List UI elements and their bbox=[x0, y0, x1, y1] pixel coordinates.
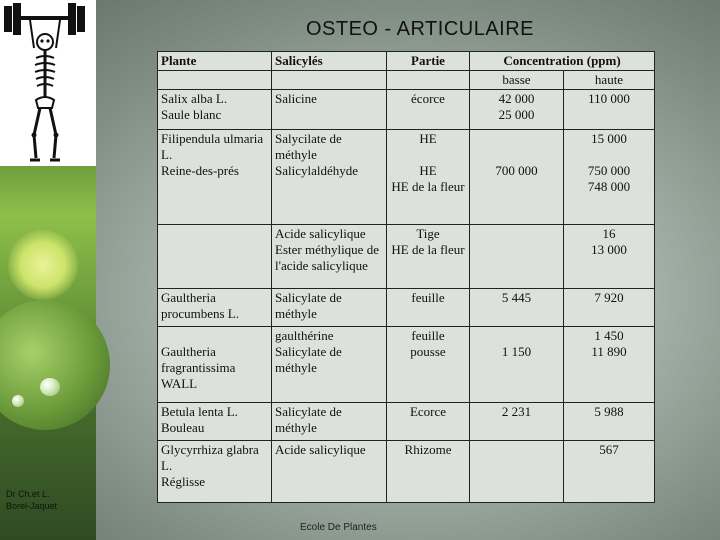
cell-text: méthyle bbox=[275, 420, 317, 435]
cell-text: 700 000 bbox=[495, 163, 538, 178]
table-subheader-row bbox=[158, 71, 655, 90]
table-row bbox=[158, 403, 655, 441]
cell-text: Rhizome bbox=[404, 442, 452, 457]
water-drop bbox=[12, 395, 24, 407]
cell-text: 1 150 bbox=[501, 344, 532, 359]
cell-text: Salicine bbox=[275, 91, 317, 106]
table-row bbox=[158, 225, 655, 289]
cell-text: 25 000 bbox=[498, 107, 535, 122]
cell-text: 42 000 bbox=[498, 91, 535, 106]
cell-text: méthyle bbox=[275, 306, 317, 321]
cell-text: méthyle bbox=[275, 360, 317, 375]
cell-text: Ecorce bbox=[409, 404, 447, 419]
cell-text: Gaultheria bbox=[161, 290, 216, 305]
header-plante: Plante bbox=[158, 52, 272, 71]
cell-text: Tige bbox=[416, 226, 440, 241]
cell-text: 7 920 bbox=[594, 290, 624, 305]
cell-text: feuille bbox=[411, 328, 445, 343]
cell-text: méthyle bbox=[275, 147, 317, 162]
cell-text: Glycyrrhiza glabra bbox=[161, 442, 259, 457]
cell-text: écorce bbox=[411, 91, 445, 106]
cell-text: Salicylate de bbox=[275, 290, 342, 305]
page-title: OSTEO - ARTICULAIRE bbox=[305, 18, 535, 40]
header-haute: haute bbox=[564, 71, 655, 90]
cell-text: Saule blanc bbox=[161, 107, 222, 122]
skeleton-icon bbox=[0, 0, 96, 166]
cell-text: 2 231 bbox=[501, 404, 532, 419]
cell-text: l'acide salicylique bbox=[275, 258, 368, 273]
cell-text: Acide salicylique bbox=[275, 226, 366, 241]
cell-text: Ester méthylique de bbox=[275, 242, 379, 257]
cell-text: L. bbox=[161, 147, 173, 162]
cell-text: Gaultheria bbox=[161, 344, 216, 359]
header-partie: Partie bbox=[387, 52, 470, 71]
cell-text: 567 bbox=[599, 442, 619, 457]
cell-text: Dr Ch.et L. bbox=[6, 489, 50, 499]
cell-text: Reine-des-prés bbox=[161, 163, 239, 178]
table-row bbox=[158, 441, 655, 503]
cell-text: feuille bbox=[411, 290, 445, 305]
cell-text: Betula lenta L. bbox=[161, 404, 238, 419]
cell-text: WALL bbox=[161, 376, 198, 391]
cell-text: L. bbox=[161, 458, 173, 473]
cell-text: HE bbox=[419, 131, 437, 146]
table-row bbox=[158, 90, 655, 130]
table-header-row bbox=[158, 52, 655, 71]
header-basse: basse bbox=[470, 71, 564, 90]
cell-text: 13 000 bbox=[591, 242, 627, 257]
cell-text: 5 445 bbox=[501, 290, 532, 305]
cell-text: HE de la fleur bbox=[391, 179, 465, 194]
cell-text: gaulthérine bbox=[275, 328, 334, 343]
cell-text: Salix alba L. bbox=[161, 91, 228, 106]
cell-text: HE bbox=[419, 163, 437, 178]
author-credit bbox=[6, 488, 57, 512]
cell-text: Bouleau bbox=[161, 420, 205, 435]
leaf-shape bbox=[0, 300, 110, 430]
header-concentration: Concentration (ppm) bbox=[470, 52, 655, 71]
cell-text: 16 bbox=[602, 226, 616, 241]
cell-text: 5 988 bbox=[594, 404, 624, 419]
header-salicyles: Salicylés bbox=[272, 52, 387, 71]
table-row bbox=[158, 327, 655, 403]
table-row bbox=[158, 289, 655, 327]
cell-text: Réglisse bbox=[161, 474, 206, 489]
cell-text: 15 000 bbox=[591, 131, 627, 146]
cell-text: procumbens L. bbox=[161, 306, 239, 321]
water-drop bbox=[40, 378, 60, 396]
cell-text: 11 890 bbox=[591, 344, 627, 359]
cell-text: 1 450 bbox=[594, 328, 624, 343]
cell-text: fragrantissima bbox=[161, 360, 236, 375]
cell-text: Salicylate de bbox=[275, 344, 342, 359]
cell-text: Borel-Jaquet bbox=[6, 501, 58, 511]
flower-cluster bbox=[8, 230, 78, 300]
cell-text: HE de la fleur bbox=[391, 242, 465, 257]
salicylate-table bbox=[157, 51, 655, 503]
cell-text: 110 000 bbox=[588, 91, 630, 106]
cell-text: 748 000 bbox=[587, 179, 631, 194]
cell-text: Filipendula ulmaria bbox=[161, 131, 264, 146]
cell-text: Salicylaldéhyde bbox=[275, 163, 359, 178]
cell-text: Acide salicylique bbox=[275, 442, 366, 457]
cell-text: Salicylate de bbox=[275, 404, 342, 419]
table-row bbox=[158, 130, 655, 225]
cell-text: pousse bbox=[410, 344, 446, 359]
cell-text: Salycilate de bbox=[275, 131, 342, 146]
skeleton-weightlifter-image bbox=[0, 0, 96, 166]
footer-text: Ecole De Plantes bbox=[300, 522, 377, 533]
cell-text: 750 000 bbox=[587, 163, 631, 178]
